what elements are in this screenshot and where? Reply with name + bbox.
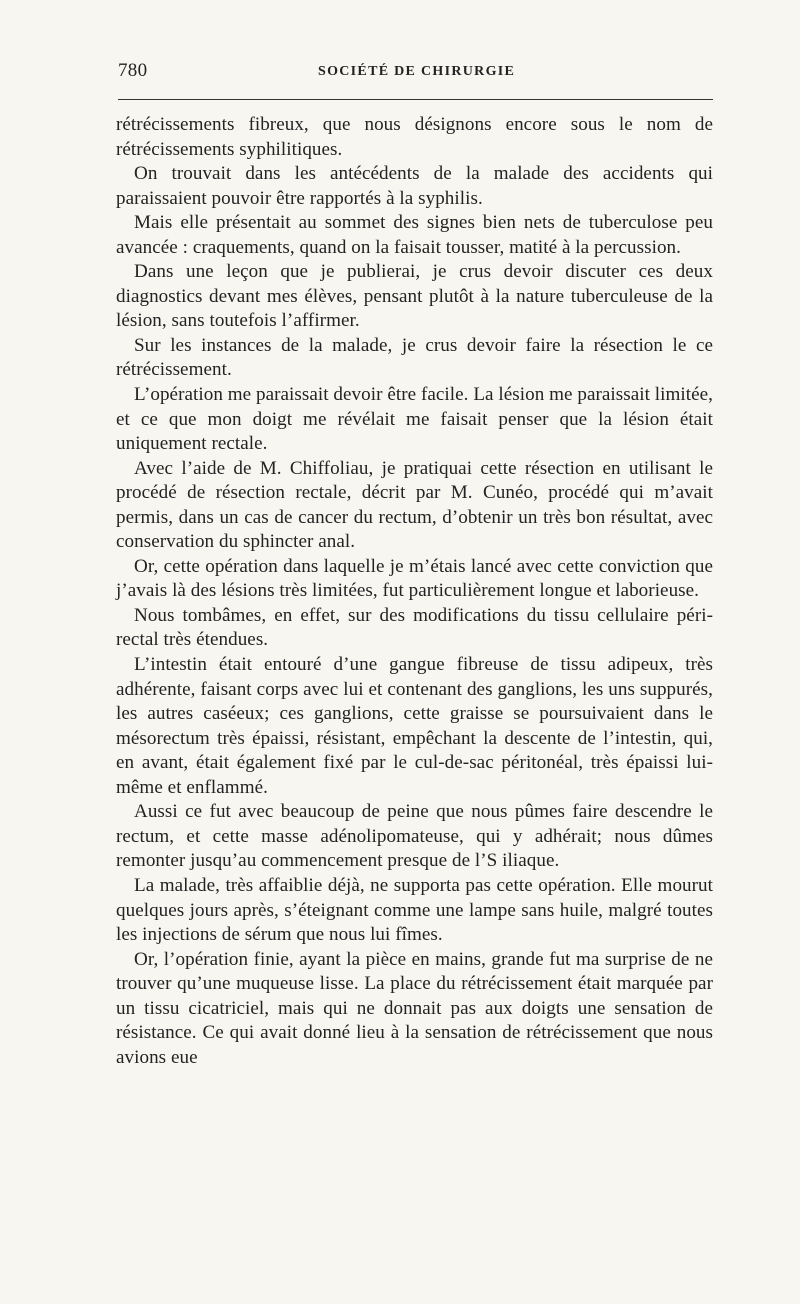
page-body: [116, 113, 713, 1070]
paragraph: On trouvait dans les antécédents de la malade des accidents qui paraissaient pouvoir être rapportés à la syphilis.: [116, 163, 713, 209]
running-title: SOCIÉTÉ DE CHIRURGIE: [318, 64, 516, 79]
paragraph-continued: rétrécissements fibreux, que nous désignons encore sous le nom de rétrécissements syphilitiques.: [116, 114, 713, 160]
paragraph: La malade, très affaiblie déjà, ne supporta pas cette opération. Elle mourut quelques jours après, s’éteignant comme une lampe sans huile, malgré toutes les injections de sérum que nous lui fîmes.: [116, 874, 713, 946]
page-header: [118, 60, 713, 90]
paragraph: Or, cette opération dans laquelle je m’étais lancé avec cette conviction que j’avais là des lésions très limitées, fut particulièrement longue et laborieuse.: [116, 555, 713, 602]
paragraph: Or, l’opération finie, ayant la pièce en mains, grande fut ma surprise de ne trouver qu’une muqueuse lisse. La place du rétrécissement était marquée par un tissu cicatriciel, mais qui ne donnait pas aux doigts une sensation de résistance. Ce qui avait donné lieu à la sensation de rétrécissement que nous avions eue: [116, 948, 713, 1068]
paragraph: Nous tombâmes, en effet, sur des modifications du tissu cellulaire péri-rectal très étendues.: [116, 604, 713, 651]
page-number: 780: [118, 60, 148, 81]
paragraph: Dans une leçon que je publierai, je crus devoir discuter ces deux diagnostics devant mes élèves, pensant plutôt à la nature tuberculeuse de la lésion, sans toutefois l’affirmer.: [116, 261, 713, 332]
paragraph: L’opération me paraissait devoir être facile. La lésion me paraissait limitée, et ce que mon doigt me révélait me faisait penser que la lésion était uniquement rectale.: [116, 384, 713, 455]
paragraph: L’intestin était entouré d’une gangue fibreuse de tissu adipeux, très adhérente, faisant corps avec lui et contenant des ganglions, les uns suppurés, les autres caséeux; ces ganglions, cette graisse se poursuivaient dans le mésorectum très épaissi, résistant, empêchant la descente de l’intestin, qui, en avant, était également fixé par le cul-de-sac péritonéal, très épaissi lui-même et enflammé.: [116, 654, 713, 798]
header-rule: [118, 99, 713, 100]
paragraph: Avec l’aide de M. Chiffoliau, je pratiquai cette résection en utilisant le procédé de résection rectale, décrit par M. Cunéo, procédé qui m’avait permis, dans un cas de cancer du rectum, d’obtenir un très bon résultat, avec conservation du sphincter anal.: [116, 457, 713, 553]
paragraph: Mais elle présentait au sommet des signes bien nets de tuberculose peu avancée : craquements, quand on la faisait tousser, matité à la percussion.: [116, 212, 713, 258]
paragraph: Aussi ce fut avec beaucoup de peine que nous pûmes faire descendre le rectum, et cette masse adénolipomateuse, qui y adhérait; nous dûmes remonter jusqu’au commencement presque de l’S iliaque.: [116, 801, 713, 872]
paragraph: Sur les instances de la malade, je crus devoir faire la résection le ce rétrécissement.: [116, 334, 713, 381]
